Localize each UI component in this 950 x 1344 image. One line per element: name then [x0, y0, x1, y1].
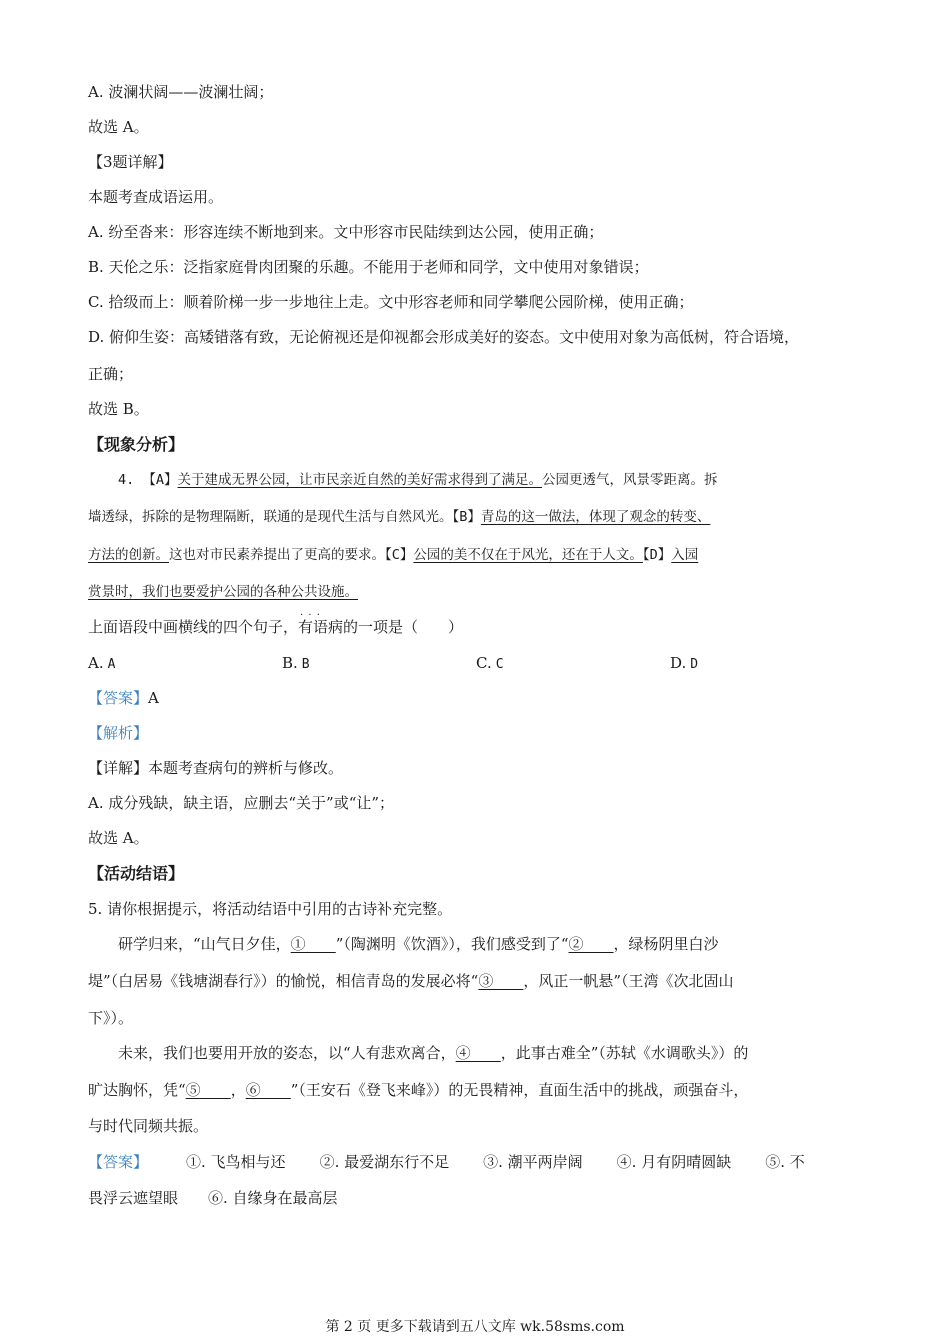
text-line: 故选 A。 — [88, 118, 149, 136]
blank-3[interactable]: ③____ — [478, 972, 524, 990]
q5-stem: 5. 请你根据提示，将活动结语中引用的古诗补充完整。 — [88, 900, 453, 918]
q4-text: 这也对市民素养提出了更高的要求。【C】 — [169, 547, 414, 563]
q4-sentence-b-cont: 方法的创新。 — [88, 547, 169, 563]
option-a — [88, 653, 115, 675]
q5-paragraph-line — [88, 1080, 748, 1100]
q4-stem-emphasis: 有语病 — [298, 618, 344, 636]
analysis-label: 【解析】 — [88, 724, 149, 742]
q4-sentence-b: 青岛的这一做法，体现了观念的转变、 — [480, 509, 711, 525]
text-line: A. 纷至沓来：形容连续不断地到来。文中形容市民陆续到达公园，使用正确； — [88, 223, 604, 241]
q4-paragraph-line — [88, 545, 698, 565]
explain-line: A. 成分残缺，缺主语，应删去“关于”或“让”； — [88, 794, 395, 812]
option-label: A. — [88, 654, 104, 672]
option-d — [670, 653, 698, 675]
q5-text: ，风正一帆悬”（王湾《次北固山 — [523, 972, 734, 990]
blank-4[interactable]: ④____ — [455, 1044, 501, 1062]
text-line: B. 天伦之乐：泛指家庭骨肉团聚的乐趣。不能用于老师和同学，文中使用对象错误； — [88, 258, 649, 276]
q5-text: ，此事古难全”（苏轼《水调歌头》）的 — [500, 1044, 749, 1062]
q4-answer — [88, 688, 159, 708]
option-label: D. — [670, 654, 687, 672]
choose-line: 故选 A。 — [88, 829, 149, 847]
blank-5[interactable]: ⑤____ — [185, 1081, 231, 1099]
subsection-heading: 【3题详解】 — [88, 153, 173, 171]
q4-sentence-c: 公园的美不仅在于风光，还在于人文。 — [413, 547, 643, 563]
option-value: B — [301, 657, 310, 672]
q4-paragraph-line — [88, 582, 358, 602]
answer-item-5: ⑤. 不 — [765, 1153, 805, 1171]
q4-stem-text: 的一项是（ ） — [343, 618, 464, 636]
q5-text: 旷达胸怀，凭“ — [88, 1081, 186, 1099]
option-label: B. — [282, 654, 298, 672]
answer-item-3: ③. 潮平两岸阔 — [483, 1153, 583, 1171]
q5-answer-line — [88, 1152, 805, 1172]
blank-2[interactable]: ②____ — [568, 935, 614, 953]
answer-item-5-cont: 畏浮云遮望眼 — [88, 1189, 179, 1207]
answer-label: 【答案】 — [88, 689, 149, 707]
q5-text: ”（陶渊明《饮酒》），我们感受到了“ — [335, 935, 569, 953]
q5-text: 堤”（白居易《钱塘湖春行》）的愉悦，相信青岛的发展必将“ — [88, 972, 479, 990]
option-label: C. — [476, 654, 492, 672]
answer-value: A — [148, 689, 159, 707]
option-value: C — [495, 657, 504, 672]
text-line: 正确； — [88, 365, 134, 383]
option-value: D — [690, 657, 699, 672]
q5-paragraph-line — [88, 971, 734, 991]
answer-label: 【答案】 — [88, 1153, 149, 1171]
text-line: A. 波澜状阔——波澜壮阔； — [88, 83, 274, 101]
emphasis-dots — [298, 618, 343, 636]
q4-stem-text: 上面语段中画横线的四个句子， — [88, 618, 299, 636]
q4-stem — [88, 617, 463, 637]
q5-text: 未来，我们也要用开放的姿态，以“人有悲欢离合， — [118, 1044, 456, 1062]
answer-item-6: ⑥. 自缘身在最高层 — [208, 1189, 338, 1207]
q4-sentence-d: 入园 — [671, 547, 699, 563]
q4-sentence-d-cont: 赏景时，我们也要爱护公园的各种公共设施。 — [88, 584, 358, 600]
option-c — [476, 653, 504, 675]
q5-paragraph-line — [118, 1043, 748, 1063]
q4-label-a: 4. 【A】 — [118, 472, 178, 488]
q4-sentence-a: 关于建成无界公园，让市民亲近自然的美好需求得到了满足。 — [177, 472, 543, 488]
text-line: C. 拾级而上：顺着阶梯一步一步地往上走。文中形容老师和同学攀爬公园阶梯，使用正确； — [88, 293, 694, 311]
q4-text: 墙透绿，拆除的是物理隔断，联通的是现代生活与自然风光。【B】 — [88, 509, 481, 525]
q5-text: 研学归来，“山气日夕佳， — [118, 935, 291, 953]
blank-6[interactable]: ⑥____ — [245, 1081, 291, 1099]
answer-item-1: ①. 飞鸟相与还 — [186, 1153, 286, 1171]
q5-text: ， — [230, 1081, 246, 1099]
q5-answer-line — [88, 1188, 338, 1208]
q5-paragraph-line: 与时代同频共振。 — [88, 1117, 209, 1135]
text-line: 本题考查成语运用。 — [88, 188, 224, 206]
q5-paragraph-line — [118, 934, 719, 954]
detail-line: 【详解】本题考查病句的辨析与修改。 — [88, 759, 344, 777]
q4-text: 公园更透气，风景零距离。拆 — [542, 472, 718, 488]
q4-paragraph-line — [118, 470, 718, 490]
q4-label-d: 【D】 — [642, 547, 672, 563]
q5-text: ，绿杨阴里白沙 — [613, 935, 719, 953]
blank-1[interactable]: ①____ — [290, 935, 336, 953]
section-heading-analysis: 【现象分析】 — [88, 435, 185, 454]
answer-item-2: ②. 最爱湖东行不足 — [319, 1153, 450, 1171]
page-footer: 第 2 页 更多下载请到五八文库 wk.58sms.com — [325, 1319, 625, 1335]
q5-text: ”（王安石《登飞来峰》）的无畏精神，直面生活中的挑战，顽强奋斗， — [290, 1081, 749, 1099]
text-line: 故选 B。 — [88, 400, 149, 418]
q4-paragraph-line — [88, 507, 710, 527]
option-b — [282, 653, 310, 675]
option-value: A — [107, 657, 116, 672]
section-heading-closing: 【活动结语】 — [88, 864, 185, 883]
text-line: D. 俯仰生姿：高矮错落有致，无论俯视还是仰视都会形成美好的姿态。文中使用对象为高低树，符合语境， — [88, 328, 800, 346]
q5-paragraph-line: 下》）。 — [88, 1009, 134, 1027]
answer-item-4: ④. 月有阴晴圆缺 — [616, 1153, 732, 1171]
